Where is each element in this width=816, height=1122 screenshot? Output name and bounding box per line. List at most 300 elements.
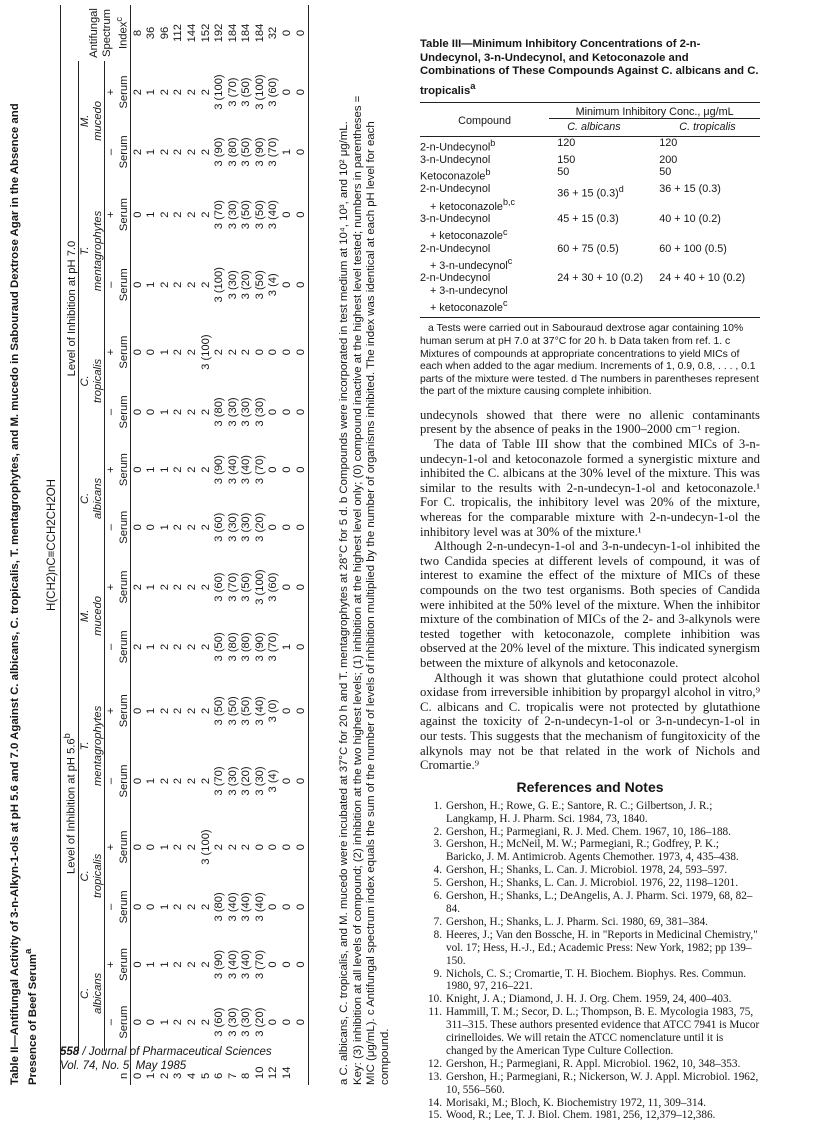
ca-value: [549, 154, 659, 167]
inhibition-value: 0: [294, 556, 308, 618]
serum-plus-header: [105, 61, 131, 123]
inhibition-value: 3 (90): [253, 632, 266, 662]
spectrum-index-value: 192: [213, 23, 226, 43]
inhibition-value: 0: [294, 383, 308, 441]
inhibition-value: 0: [294, 936, 308, 994]
paragraph: undecynols showed that there were no allenic contaminants present by the absence of peaks in the 1900–2000 cm⁻¹ region.: [420, 407, 760, 437]
table-2-footnote-4: compound.: [378, 1028, 391, 1085]
serum-label: Serum: [117, 694, 130, 728]
inhibition-value: 0: [267, 843, 280, 851]
inhibition-value: 0: [145, 843, 158, 851]
reference-item: [420, 1109, 760, 1122]
inhibition-value: 1: [145, 281, 158, 288]
inhibition-value: 2: [199, 777, 212, 785]
inhibition-value: 3 (80): [213, 397, 226, 427]
ct-value: 200: [659, 153, 678, 166]
inhibition-value: 0: [131, 281, 144, 288]
inhibition-value: 3 (20): [253, 512, 266, 542]
inhibition-value: 2: [172, 961, 185, 968]
n-value: 5: [199, 1072, 212, 1079]
compound-sub: + ketoconazole: [430, 200, 503, 213]
table-3-mic-header: Minimum Inhibitory Conc., μg/mL: [549, 102, 760, 119]
inhibition-value: 2: [158, 643, 171, 651]
reference-number: 2.: [433, 825, 442, 838]
inhibition-value: 2: [185, 961, 198, 968]
inhibition-value: 2: [199, 281, 212, 288]
ca-mic: 120: [557, 136, 576, 149]
inhibition-value: 3 (60): [267, 572, 280, 602]
inhibition-value: 2: [185, 281, 198, 288]
reference-text: Heeres, J.; Van den Bossche, H. in "Reports in Medicinal Chemistry," vol. 17; Hess, H.-J., Ed.; Academic Press: New York, 1982; pp 139–150.: [446, 928, 758, 967]
ca-mic: 45 + 15 (0.3): [557, 213, 619, 226]
organism-genus: M.: [79, 609, 92, 623]
ca-mic: 150: [557, 153, 576, 166]
inhibition-value: 0: [294, 123, 308, 181]
serum-label: Serum: [117, 764, 130, 798]
inhibition-value: 0: [131, 903, 144, 911]
reference-item: [420, 864, 760, 877]
inhibition-value: 3 (50): [240, 77, 253, 107]
inhibition-value: 3 (40): [267, 199, 280, 230]
inhibition-value: 0: [267, 1019, 280, 1026]
inhibition-value: 3 (20): [240, 270, 253, 300]
inhibition-value: 1: [158, 466, 171, 473]
inhibition-value: 1: [145, 88, 158, 96]
inhibition-value: 3 (30): [226, 766, 239, 796]
inhibition-value: 0: [131, 211, 144, 218]
inhibition-value: 3 (50): [240, 696, 253, 726]
table-row: [186, 5, 200, 1085]
footnote-mark: d: [618, 184, 624, 195]
organism-genus: T.: [79, 741, 92, 751]
ca-value: [549, 166, 659, 183]
inhibition-value: 0: [267, 349, 280, 356]
inhibition-value: 2: [131, 643, 144, 651]
inhibition-value: 3 (30): [240, 1007, 253, 1037]
spectrum-index-value: 0: [281, 29, 294, 37]
reference-text: Gershon, H.; Rowe, G. E.; Santore, R. C.; Gilbertson, J. R.; Langkamp, H. J. Pharm. Sci. 1984, 73, 1840.: [446, 799, 713, 825]
inhibition-value: 3 (40): [240, 454, 253, 485]
spectrum-index-value: 184: [253, 23, 266, 43]
n-value: 0: [131, 1072, 144, 1079]
serum-plus-header: [105, 441, 131, 499]
inhibition-value: 2: [185, 643, 198, 651]
serum-plus-header: [105, 181, 131, 249]
compound-sub: + ketoconazole: [430, 301, 503, 314]
compound-cell: [420, 136, 549, 154]
spectrum-index-value: 184: [240, 23, 253, 43]
reference-list: [420, 800, 760, 1122]
ca-value: [549, 136, 659, 154]
table-2-caption: [8, 5, 40, 1085]
organism-species: mentagrophytes: [91, 210, 104, 292]
inhibition-value: 2: [158, 148, 171, 156]
inhibition-value: 0: [145, 1019, 158, 1026]
table-row: [420, 166, 760, 183]
level-ph70-header: Level of Inhibition at pH 7.0: [61, 61, 79, 556]
inhibition-value: 1: [158, 903, 171, 911]
table-row: [131, 5, 145, 1085]
serum-sign: +: [105, 707, 118, 715]
spectrum-index-value: 144: [185, 23, 198, 43]
table-row: [226, 5, 240, 1085]
serum-sign: +: [105, 88, 118, 96]
inhibition-value: 2: [172, 903, 185, 911]
organism-species: tropicalis: [91, 358, 104, 404]
table-2-footnote-1: a C. albicans, C. tropicalis, and M. mucedo were incubated at 37°C for 20 h and T. mentagrophytes at 28°C for 5 d. b Compounds were incorporated in test medium at 10⁴, 10³, and 10² μg/mL.: [338, 121, 350, 1085]
inhibition-value: 0: [267, 408, 280, 416]
inhibition-value: 2: [158, 88, 171, 96]
inhibition-value: 1: [145, 148, 158, 156]
inhibition-value: 2: [131, 148, 144, 156]
inhibition-value: 2: [185, 211, 198, 218]
footnote-mark: b,c: [502, 196, 515, 207]
table-row: [294, 5, 308, 1085]
inhibition-value: 1: [145, 583, 158, 591]
serum-label: Serum: [117, 890, 130, 924]
inhibition-value: 2: [172, 349, 185, 356]
inhibition-value: 2: [172, 777, 185, 785]
reference-item: [420, 890, 760, 916]
organism-genus: C.: [79, 375, 92, 387]
table-3-footnotes: a Tests were carried out in Sabouraud dextrose agar containing 10% human serum at pH 7.0 at 37°C for 20 h. b Data taken from ref. 1. c Mixtures of compounds at appropriate concentrations to yield MICs of each when added to the agar medium. Increments of 1, 0.9, 0.8, . . . , 0.1 parts of the mixture were tested. d The numbers in parentheses represent the part of the mixture causing complete inhibition.: [420, 323, 759, 398]
inhibition-value: 0: [253, 843, 266, 851]
page-footer: 558 / Journal of Pharmaceutical Sciences Vol. 74, No. 5, May 1985: [60, 1046, 272, 1072]
inhibition-value: 3 (90): [213, 454, 226, 485]
serum-label: Serum: [117, 135, 130, 169]
right-column: [420, 38, 760, 1122]
table-2: [60, 5, 309, 1085]
inhibition-value: 3 (70): [267, 632, 280, 662]
inhibition-value: 3 (50): [253, 270, 266, 300]
n-value: 6: [213, 1072, 226, 1079]
n-value: 10: [253, 1066, 266, 1079]
compound-sub: + ketoconazole: [430, 230, 503, 243]
inhibition-value: 3 (30): [226, 397, 239, 427]
inhibition-value: 0: [294, 248, 308, 321]
reference-text: Gershon, H.; Parmegiani, R. Appl. Microbiol. 1962, 10, 348–353.: [446, 1057, 741, 1070]
serum-minus-header: [105, 248, 131, 321]
reference-number: 4.: [433, 864, 442, 877]
inhibition-value: 1: [145, 643, 158, 651]
inhibition-value: 3 (50): [240, 137, 253, 167]
inhibition-value: 0: [294, 816, 308, 878]
inhibition-value: 2: [199, 707, 212, 714]
organism-genus: C.: [79, 870, 92, 882]
reference-text: Hammill, T. M.; Secor, D. L.; Thompson, B. E. Mycologia 1983, 75, 311–315. These authors presented evidence that ATCC 7941 is Mucor cirinelloides. We will retain the ATCC nomenclature until it is changed by the American Type Culture Collection.: [446, 1006, 760, 1057]
inhibition-value: 2: [199, 643, 212, 651]
inhibition-value: 3 (40): [226, 454, 239, 485]
inhibition-value: 2: [172, 281, 185, 288]
inhibition-value: 3 (70): [253, 949, 266, 980]
inhibition-value: 3 (20): [253, 1007, 266, 1037]
inhibition-value: 3 (40): [226, 892, 239, 922]
table-3-caption: Table III—Minimum Inhibitory Concentrations of 2-n-Undecynol, 3-n-Undecynol, and Ketoconazole and Combinations of These Compounds Against C. albicans and C. tropicalis$^a$: [420, 38, 759, 97]
inhibition-value: 2: [172, 408, 185, 416]
serum-label: Serum: [117, 75, 130, 109]
compound-name: 3-n-Undecynol: [420, 213, 491, 226]
inhibition-value: 0: [131, 524, 144, 531]
compound-sub: + 3-n-undecynol: [430, 284, 508, 297]
inhibition-value: 0: [294, 181, 308, 249]
inhibition-value: 1: [145, 707, 158, 714]
inhibition-value: 0: [281, 349, 294, 356]
reference-number: 3.: [433, 838, 442, 851]
spectrum-index-value: 32: [267, 26, 280, 40]
reference-text: Gershon, H.; Shanks, L. Can. J. Microbiol. 1976, 22, 1198–1201.: [446, 877, 738, 890]
reference-text: Gershon, H.; Shanks, L. Can. J. Microbiol. 1978, 24, 593–597.: [446, 864, 728, 877]
organism-header: [79, 556, 105, 676]
ct-value: 40 + 10 (0.2): [659, 213, 721, 226]
serum-plus-header: [105, 556, 131, 618]
compound-cell: [420, 166, 549, 183]
inhibition-value: 2: [158, 211, 171, 218]
reference-number: 1.: [433, 799, 442, 812]
reference-number: 12.: [428, 1057, 442, 1070]
inhibition-value: 3 (40): [240, 949, 253, 980]
inhibition-value: 0: [281, 466, 294, 473]
reference-number: 13.: [428, 1070, 442, 1083]
inhibition-value: 0: [267, 524, 280, 531]
reference-number: 10.: [428, 993, 442, 1006]
organism-genus: T.: [79, 246, 92, 256]
ct-value: 24 + 40 + 10 (0.2): [659, 272, 760, 318]
inhibition-value: 0: [267, 961, 280, 968]
inhibition-value: 1: [158, 843, 171, 851]
inhibition-value: 0: [294, 498, 308, 556]
inhibition-value: 1: [145, 466, 158, 473]
inhibition-value: 2: [172, 707, 185, 714]
inhibition-value: 0: [294, 746, 308, 816]
inhibition-value: 3 (50): [213, 632, 226, 662]
reference-item: [420, 826, 760, 839]
inhibition-value: 3 (80): [226, 137, 239, 167]
spectrum-index-value: 36: [145, 26, 158, 40]
table-row: [267, 5, 281, 1085]
inhibition-value: 0: [294, 878, 308, 936]
serum-sign: –: [105, 281, 118, 288]
organism-species: mentagrophytes: [91, 705, 104, 787]
table-row: [420, 272, 760, 318]
inhibition-value: 3 (40): [240, 892, 253, 922]
inhibition-value: 2: [240, 843, 253, 851]
inhibition-value: 3 (100): [199, 334, 212, 370]
reference-item: [420, 1097, 760, 1110]
inhibition-value: 3 (30): [240, 512, 253, 542]
compound-cell: [420, 213, 549, 243]
reference-text: Gershon, H.; Shanks, L.; DeAngelis, A. J. Pharm. Sci. 1979, 68, 82–84.: [446, 890, 753, 915]
serum-plus-header: [105, 676, 131, 746]
inhibition-value: 2: [158, 777, 171, 785]
organism-species: albicans: [91, 972, 104, 1014]
reference-text: Gershon, H.; Shanks, L. J. Pharm. Sci. 1980, 69, 381–384.: [446, 915, 708, 928]
ca-mic: 50: [557, 166, 570, 179]
inhibition-value: 3 (60): [213, 512, 226, 542]
inhibition-value: 0: [281, 707, 294, 714]
table-3-compound-header: Compound: [420, 102, 549, 136]
n-value: 4: [185, 1072, 198, 1079]
inhibition-value: 3 (30): [226, 1007, 239, 1037]
compound-sub: + 3-n-undecynol: [430, 259, 508, 272]
inhibition-value: 2: [185, 777, 198, 785]
serum-sign: –: [105, 524, 118, 531]
serum-sign: –: [105, 408, 118, 416]
paragraph: Although it was shown that glutathione could protect alcohol oxidase from irreversible inhibition by propargyl alcohol in vitro,⁹ C. albicans and C. tropicalis were not protected by glutathione against the toxicity of 2-n-undecyn-1-ol or 3-n-undecyn-1-ol in our tests. This suggests that the mechanism of fungitoxicity of the alkynols may not be that related in the work of Nichols and Cromartie.⁹: [420, 670, 760, 773]
inhibition-value: 3 (50): [253, 199, 266, 230]
organism-genus: C.: [79, 492, 92, 505]
inhibition-value: 0: [294, 676, 308, 746]
inhibition-value: 2: [199, 903, 212, 911]
inhibition-value: 2: [240, 349, 253, 356]
ca-value: [549, 183, 659, 213]
inhibition-value: 3 (100): [253, 569, 266, 605]
inhibition-value: 0: [294, 441, 308, 499]
inhibition-value: 0: [145, 524, 158, 531]
n-header: n: [61, 1051, 131, 1085]
inhibition-value: 2: [172, 1019, 185, 1026]
table-3-ct-header: C. tropicalis: [659, 119, 760, 137]
inhibition-value: 2: [185, 1019, 198, 1026]
inhibition-value: 2: [199, 961, 212, 968]
inhibition-value: 1: [145, 961, 158, 968]
reference-number: 7.: [433, 915, 442, 928]
table-2-footnotes: [338, 5, 392, 1085]
inhibition-value: 3 (100): [199, 829, 212, 865]
level-ph56-header: Level of Inhibition at pH 5.6$^b$: [61, 556, 79, 1051]
references: [420, 779, 760, 1122]
inhibition-value: 3 (30): [253, 397, 266, 427]
reference-text: Gershon, H.; Parmegiani, R. J. Med. Chem. 1967, 10, 186–188.: [446, 825, 731, 838]
inhibition-value: 3 (50): [240, 572, 253, 602]
inhibition-value: 3 (80): [213, 892, 226, 922]
organism-header: [79, 441, 105, 556]
inhibition-value: 0: [281, 961, 294, 968]
serum-minus-header: [105, 498, 131, 556]
serum-sign: –: [105, 777, 118, 785]
inhibition-value: 3 (40): [226, 949, 239, 980]
inhibition-value: 0: [131, 408, 144, 416]
inhibition-value: 2: [199, 88, 212, 96]
table-row: [420, 213, 760, 243]
inhibition-value: 3 (70): [213, 766, 226, 796]
ca-value: [549, 243, 659, 273]
serum-label: Serum: [117, 453, 130, 487]
inhibition-value: 2: [131, 583, 144, 591]
table-row: [420, 154, 760, 167]
references-heading: References and Notes: [516, 778, 664, 795]
inhibition-value: 0: [281, 211, 294, 218]
inhibition-value: 0: [294, 321, 308, 383]
inhibition-value: 0: [294, 618, 308, 676]
inhibition-value: 1: [281, 643, 294, 651]
inhibition-value: 2: [158, 583, 171, 591]
inhibition-value: 2: [185, 88, 198, 96]
footnote-mark: b: [490, 137, 496, 148]
inhibition-value: 1: [158, 1019, 171, 1026]
inhibition-value: 0: [131, 961, 144, 968]
inhibition-value: 2: [185, 707, 198, 714]
serum-minus-header: [105, 746, 131, 816]
spectrum-index-value: 152: [199, 23, 212, 43]
reference-text: Nichols, C. S.; Cromartie, T. H. Biochem. Biophys. Res. Commun. 1980, 97, 216–221.: [446, 967, 747, 993]
compound-name: 2-n-Undecynol: [420, 272, 491, 285]
inhibition-value: 0: [267, 903, 280, 911]
organism-header: [79, 676, 105, 816]
inhibition-value: 0: [131, 843, 144, 851]
serum-minus-header: [105, 993, 131, 1051]
organism-header: [79, 181, 105, 321]
inhibition-value: 2: [172, 583, 185, 591]
footnote-mark: c: [502, 226, 508, 237]
inhibition-value: 0: [281, 408, 294, 416]
inhibition-value: 1: [158, 961, 171, 968]
reference-item: [420, 1058, 760, 1071]
serum-sign: –: [105, 903, 118, 911]
inhibition-value: 3 (90): [213, 949, 226, 980]
table-row: [172, 5, 186, 1085]
inhibition-value: 2: [158, 281, 171, 288]
body-text: [420, 408, 760, 773]
reference-item: [420, 1071, 760, 1097]
inhibition-value: 3 (0): [267, 699, 280, 723]
organism-header: [79, 321, 105, 441]
serum-plus-header: [105, 816, 131, 878]
inhibition-value: 1: [145, 777, 158, 785]
reference-number: 9.: [433, 967, 442, 980]
inhibition-value: 0: [294, 61, 308, 123]
reference-item: [420, 877, 760, 890]
inhibition-value: 0: [131, 349, 144, 356]
reference-item: [420, 916, 760, 929]
inhibition-value: 2: [172, 843, 185, 851]
inhibition-value: 3 (80): [226, 632, 239, 662]
serum-sign: +: [105, 961, 118, 968]
ca-value: [549, 272, 659, 318]
inhibition-value: 0: [145, 408, 158, 416]
ca-value: [549, 213, 659, 243]
serum-minus-header: [105, 123, 131, 181]
table-2-footnote-2: Key: (3) inhibition at all levels of compound; (2) inhibition at the two highest levels; (1) inhibition at the highest level only; (0) compound inactive at the highest level tested; numbers in parentheses =: [351, 95, 364, 1085]
inhibition-value: 2: [185, 349, 198, 356]
ct-value: 120: [659, 136, 678, 149]
paragraph: The data of Table III show that the combined MICs of 3-n-undecyn-1-ol and ketoconazole formed a synergistic mixture and inhibited the C. albicans at the 30% level of the mixture. This was similar to the results with 2-n-undecyn-1-ol and ketoconazole.¹ For C. tropicalis, the inhibitory level was 20% of the mixture, whereas for the comparable mixture with 2-n-undecyn-1-ol the inhibitory level was at 30% of the mixture.¹: [420, 437, 760, 539]
inhibition-value: 2: [199, 524, 212, 531]
volume-line: Vol. 74, No. 5, May 1985: [60, 1060, 187, 1072]
footnote-mark: c: [507, 256, 513, 267]
spectrum-index-value: 112: [172, 24, 185, 42]
n-value: 2: [158, 1072, 171, 1079]
table-row: [145, 5, 159, 1085]
inhibition-value: 0: [131, 466, 144, 473]
reference-number: 5.: [433, 877, 442, 890]
inhibition-value: 0: [281, 281, 294, 288]
inhibition-value: 3 (40): [253, 696, 266, 726]
reference-number: 6.: [433, 890, 442, 903]
inhibition-value: 2: [185, 408, 198, 416]
n-value: 7: [226, 1072, 239, 1079]
inhibition-value: 1: [158, 408, 171, 416]
spectrum-index-value: 184: [226, 23, 239, 43]
inhibition-value: 2: [185, 148, 198, 156]
inhibition-value: 3 (4): [267, 273, 280, 297]
table-row: [199, 5, 213, 1085]
inhibition-value: 0: [253, 349, 266, 356]
compound-name: 2-n-Undecynol: [420, 141, 491, 154]
n-value: 1: [145, 1072, 158, 1079]
inhibition-value: 3 (80): [240, 632, 253, 662]
inhibition-value: 2: [172, 211, 185, 218]
inhibition-value: 3 (70): [226, 77, 239, 107]
